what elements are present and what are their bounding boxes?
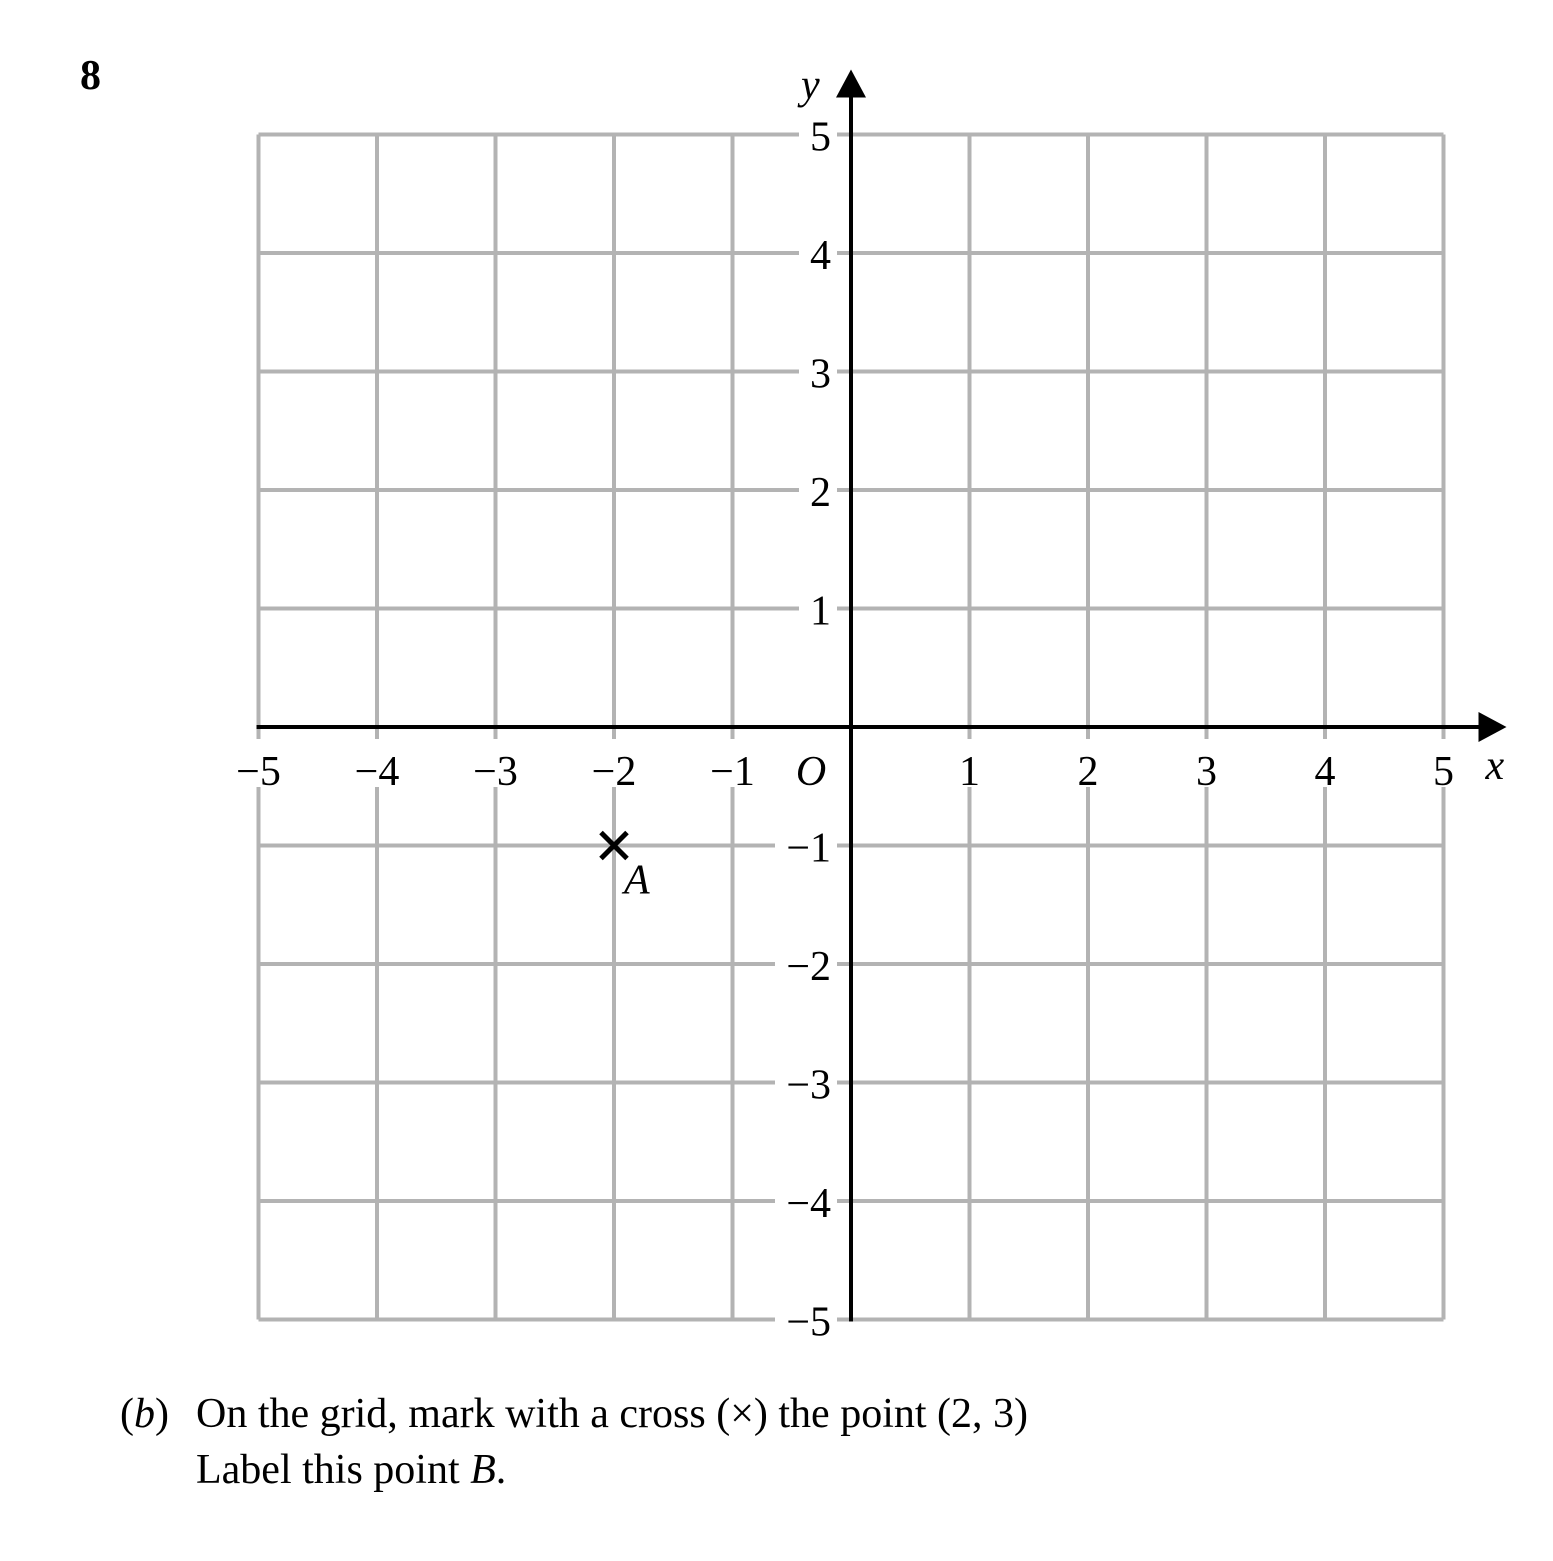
y-tick-label: −3 [786, 1062, 831, 1109]
x-tick-label: 3 [1196, 749, 1217, 795]
x-tick-label: 2 [1077, 749, 1099, 795]
x-tick-label: −3 [473, 749, 518, 795]
point-a-label: A [624, 857, 650, 904]
y-tick-label: −5 [786, 1299, 831, 1346]
x-tick-label: −4 [354, 749, 400, 795]
y-tick-label: 2 [810, 470, 831, 516]
y-axis-label: y [801, 62, 820, 109]
y-tick-label: 5 [810, 114, 831, 161]
y-tick-label: 3 [810, 351, 831, 398]
y-axis-arrowhead [836, 70, 866, 98]
x-axis-label: x [1485, 743, 1505, 789]
x-axis-arrowhead [1479, 712, 1507, 742]
x-tick-label: −1 [710, 749, 755, 795]
origin-label: O [795, 749, 827, 795]
axes [257, 70, 1507, 1322]
x-tick-label: 4 [1314, 749, 1336, 795]
point-name: B [470, 1447, 496, 1493]
question-line-1 [120, 1386, 1028, 1442]
x-tick-label: −5 [236, 749, 281, 795]
x-tick-label: −2 [591, 749, 637, 795]
question-line-2: Label this point B. [196, 1447, 507, 1493]
tick-labels [236, 115, 1454, 1346]
question-number: 8 [80, 53, 101, 99]
y-tick-label: 1 [810, 588, 831, 635]
instruction-text: On the grid, mark with a cross (×) the point (2, 3) [196, 1391, 1029, 1437]
y-tick-label: −1 [786, 825, 831, 872]
x-tick-label: 5 [1433, 749, 1454, 795]
part-label: (b) [120, 1391, 169, 1437]
plotted-points [601, 833, 650, 904]
y-tick-label: −4 [786, 1181, 831, 1227]
x-tick-label: 1 [959, 749, 980, 795]
question-text [120, 1386, 1028, 1498]
y-tick-label: 4 [810, 233, 831, 279]
y-tick-label: −2 [786, 944, 831, 990]
